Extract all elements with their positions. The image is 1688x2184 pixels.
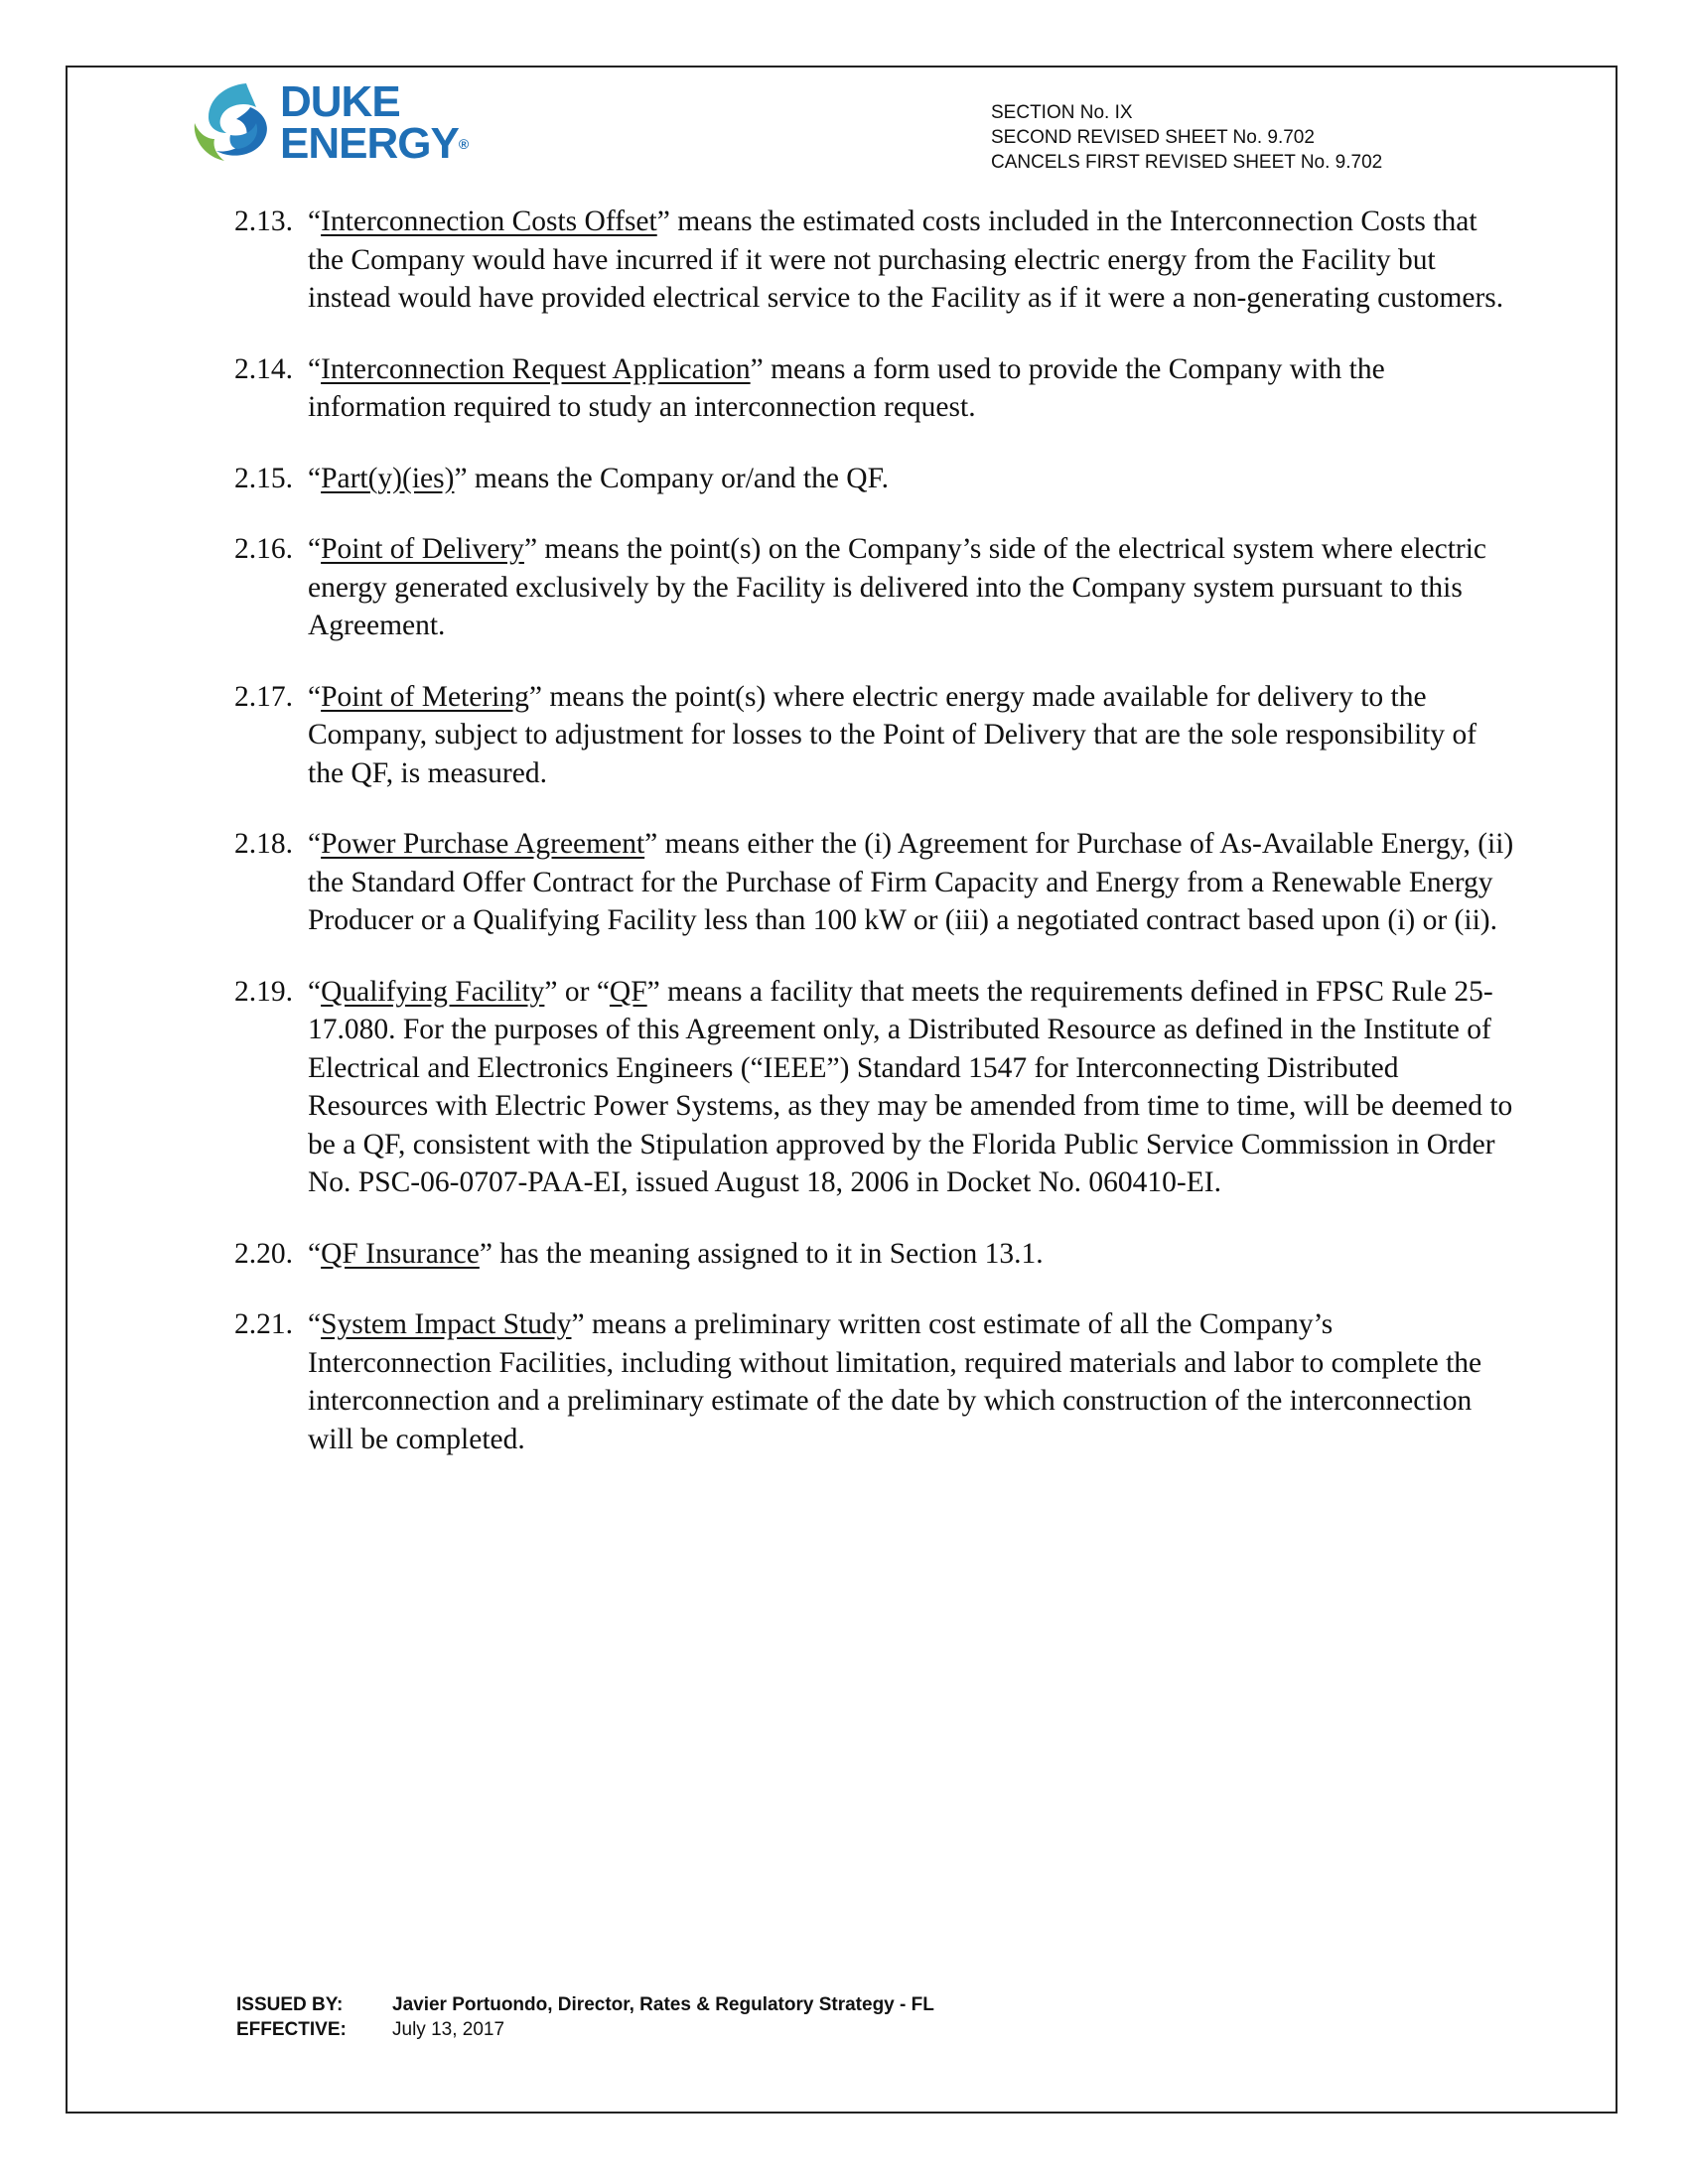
open-quote: “ xyxy=(308,1308,322,1340)
open-quote: “ xyxy=(308,533,322,565)
definition-number: 2.15. xyxy=(234,462,293,494)
definition-2-18 xyxy=(234,825,1525,940)
definition-number: 2.13. xyxy=(234,205,293,237)
definition-text: ” means a facility that meets the requirements defined in FPSC Rule 25-17.080. For the purposes of this Agreement only, a Distributed Resource as defined in the Institute of Electrical and Electronics Engineers (“IEEE”) Standard 1547 for Interconnecting Distributed Resources with Electric Power Systems, as they may be amended from time to time, will be deemed to be a QF, consistent with the Stipulation approved by the Florida Public Service Commission in Order No. PSC-06-0707-PAA-EI, issued August 18, 2006 in Docket No. 060410-EI. xyxy=(308,975,1513,1198)
defined-term: Interconnection Costs Offset xyxy=(321,205,657,237)
open-quote: “ xyxy=(308,680,322,713)
logo-mark-icon xyxy=(187,77,278,177)
defined-term: Qualifying Facility xyxy=(321,975,545,1008)
issued-by-label: ISSUED BY: xyxy=(236,1994,344,2015)
definition-number: 2.14. xyxy=(234,352,293,385)
definition-number: 2.19. xyxy=(234,975,293,1008)
term-separator: ” or “ xyxy=(544,975,610,1008)
definition-2-19 xyxy=(234,973,1525,1202)
defined-term: Part(y)(ies) xyxy=(321,462,455,494)
open-quote: “ xyxy=(308,975,322,1008)
definition-2-13 xyxy=(234,203,1525,318)
registered-mark: ® xyxy=(458,136,470,152)
definition-text: ” means a preliminary written cost estimate of all the Company’s Interconnection Facilities, including without limitation, required materials and labor to complete the interconnection and a preliminary estimate of the date by which construction of the interconnection will be completed. xyxy=(308,1308,1482,1455)
effective-label: EFFECTIVE: xyxy=(236,2019,347,2040)
section-number: SECTION No. IX xyxy=(991,102,1133,123)
open-quote: “ xyxy=(308,352,322,385)
open-quote: “ xyxy=(308,1237,322,1270)
definition-text: ” means the estimated costs included in the Interconnection Costs that the Company would have incurred if it were not purchasing electric energy from the Facility but instead would have provided electrical service to the Facility as if it were a non-generating customers. xyxy=(308,205,1504,314)
definition-text: ” means either the (i) Agreement for Purchase of As-Available Energy, (ii) the Standard Offer Contract for the Purchase of Firm Capacity and Energy from a Renewable Energy Producer or a Qualifying Facility less than 100 kW or (iii) a negotiated contract based upon (i) or (ii). xyxy=(308,828,1514,936)
open-quote: “ xyxy=(308,205,322,237)
open-quote: “ xyxy=(308,828,322,860)
logo-line-duke: DUKE xyxy=(280,77,400,126)
cancels-sheet: CANCELS FIRST REVISED SHEET No. 9.702 xyxy=(991,152,1383,173)
definition-text: ” means the Company or/and the QF. xyxy=(454,462,890,494)
defined-term: Interconnection Request Application xyxy=(321,352,751,385)
definition-text: ” means the point(s) on the Company’s side of the electrical system where electric energy generated exclusively by the Facility is delivered into the Company system pursuant to this Agreement. xyxy=(308,533,1487,641)
sheet-header xyxy=(991,100,1382,175)
definition-number: 2.17. xyxy=(234,680,293,713)
definition-text: ” means a form used to provide the Company with the information required to study an interconnection request. xyxy=(308,352,1385,423)
issued-by-row xyxy=(236,1992,934,2017)
definition-number: 2.18. xyxy=(234,828,293,860)
issued-by-value: Javier Portuondo, Director, Rates & Regulatory Strategy - FL xyxy=(392,1994,934,2015)
definition-number: 2.20. xyxy=(234,1237,293,1270)
footer xyxy=(236,1992,934,2042)
definition-number: 2.21. xyxy=(234,1308,293,1340)
definition-text: ” means the point(s) where electric energy made available for delivery to the Company, subject to adjustment for losses to the Point of Delivery that are the sole responsibility of the QF, is measured. xyxy=(308,680,1477,789)
effective-date: July 13, 2017 xyxy=(392,2019,505,2040)
defined-term: Power Purchase Agreement xyxy=(321,828,645,860)
definition-2-14 xyxy=(234,350,1525,427)
definitions-list xyxy=(234,203,1525,1491)
definition-2-21 xyxy=(234,1305,1525,1458)
definition-2-20 xyxy=(234,1235,1525,1274)
defined-term: System Impact Study xyxy=(321,1308,572,1340)
definition-number: 2.16. xyxy=(234,533,293,565)
definition-text: ” has the meaning assigned to it in Section 13.1. xyxy=(479,1237,1044,1270)
defined-term-abbrev: QF xyxy=(609,975,647,1008)
definition-2-17 xyxy=(234,678,1525,793)
defined-term: QF Insurance xyxy=(321,1237,480,1270)
definition-2-15 xyxy=(234,460,1525,498)
duke-energy-logo xyxy=(187,77,475,177)
defined-term: Point of Metering xyxy=(321,680,529,713)
defined-term: Point of Delivery xyxy=(321,533,524,565)
sheet-number: SECOND REVISED SHEET No. 9.702 xyxy=(991,127,1315,148)
effective-row xyxy=(236,2017,934,2042)
definition-2-16 xyxy=(234,530,1525,645)
logo-line-energy: ENERGY xyxy=(280,119,459,168)
open-quote: “ xyxy=(308,462,322,494)
